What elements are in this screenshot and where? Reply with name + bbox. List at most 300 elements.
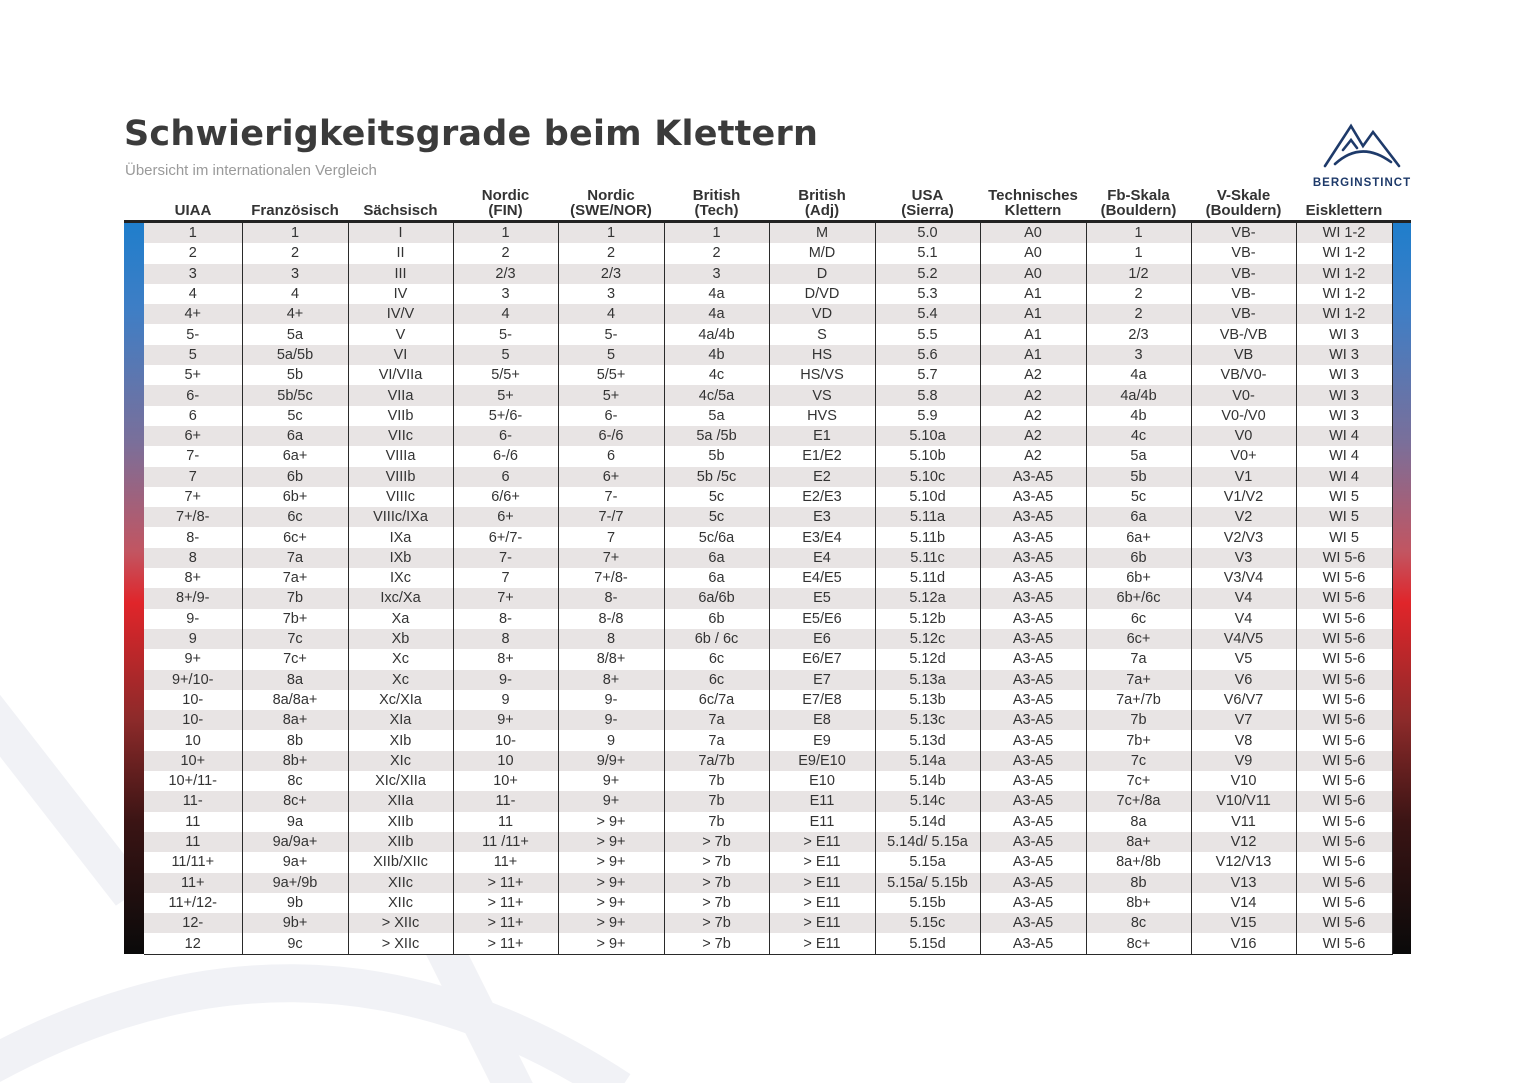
table-cell: WI 5-6 xyxy=(1296,629,1392,649)
table-cell: 10- xyxy=(453,730,558,750)
table-cell: > 7b xyxy=(664,873,769,893)
table-cell: VB-/VB xyxy=(1191,324,1296,344)
table-cell: 6a xyxy=(242,426,348,446)
table-cell: 7b+ xyxy=(1086,730,1191,750)
header-spacer xyxy=(1392,184,1411,222)
table-cell: 8a+ xyxy=(1086,832,1191,852)
table-cell: III xyxy=(348,264,453,284)
table-cell: V8 xyxy=(1191,730,1296,750)
table-cell: 5.12d xyxy=(875,649,980,669)
table-body xyxy=(124,222,1411,955)
table-cell: WI 3 xyxy=(1296,324,1392,344)
table-cell: 4a xyxy=(664,284,769,304)
table-cell: 8b xyxy=(242,730,348,750)
table-cell: 4a xyxy=(664,304,769,324)
table-cell: > 9+ xyxy=(558,913,664,933)
table-cell: A3-A5 xyxy=(980,812,1086,832)
table-cell: 6-/6 xyxy=(558,426,664,446)
table-cell: 5/5+ xyxy=(558,365,664,385)
table-cell: V0- xyxy=(1191,385,1296,405)
table-cell: A2 xyxy=(980,406,1086,426)
table-cell: V12/V13 xyxy=(1191,852,1296,872)
table-cell: 5+/6- xyxy=(453,406,558,426)
table-row xyxy=(124,832,1411,852)
table-cell: A3-A5 xyxy=(980,852,1086,872)
table-cell: A3-A5 xyxy=(980,933,1086,954)
table-cell: 4c/5a xyxy=(664,385,769,405)
table-cell: VS xyxy=(769,385,875,405)
table-cell: 6c/7a xyxy=(664,690,769,710)
table-cell: E7 xyxy=(769,670,875,690)
table-cell: V6 xyxy=(1191,670,1296,690)
table-row xyxy=(124,487,1411,507)
table-row xyxy=(124,243,1411,263)
table-cell: II xyxy=(348,243,453,263)
grades-table xyxy=(124,184,1411,955)
table-cell: M xyxy=(769,222,875,244)
table-cell: V3 xyxy=(1191,548,1296,568)
table-cell: 5- xyxy=(453,324,558,344)
table-cell: 8a xyxy=(242,670,348,690)
table-cell: 2 xyxy=(144,243,242,263)
table-cell: 2 xyxy=(664,243,769,263)
table-cell: XIIc xyxy=(348,893,453,913)
table-cell: 9a+/9b xyxy=(242,873,348,893)
table-cell: 5.11c xyxy=(875,548,980,568)
table-cell: 8- xyxy=(453,609,558,629)
table-cell: XIa xyxy=(348,710,453,730)
table-cell: WI 5-6 xyxy=(1296,730,1392,750)
table-cell: E2 xyxy=(769,467,875,487)
table-cell: > 9+ xyxy=(558,812,664,832)
table-cell: 5.2 xyxy=(875,264,980,284)
table-row xyxy=(124,933,1411,954)
table-cell: XIIb xyxy=(348,812,453,832)
table-row xyxy=(124,649,1411,669)
table-cell: > E11 xyxy=(769,893,875,913)
table-cell: IXa xyxy=(348,527,453,547)
table-cell: I xyxy=(348,222,453,244)
table-cell: 4b xyxy=(664,345,769,365)
table-cell: IXc xyxy=(348,568,453,588)
table-cell: 8c xyxy=(1086,913,1191,933)
table-row xyxy=(124,426,1411,446)
table-cell: E8 xyxy=(769,710,875,730)
table-cell: V15 xyxy=(1191,913,1296,933)
table-cell: 4a/4b xyxy=(664,324,769,344)
table-cell: A3-A5 xyxy=(980,507,1086,527)
table-cell: 7- xyxy=(558,487,664,507)
table-cell: 10 xyxy=(453,751,558,771)
table-cell: E5/E6 xyxy=(769,609,875,629)
table-cell: WI 5-6 xyxy=(1296,588,1392,608)
table-cell: 1 xyxy=(558,222,664,244)
table-cell: > 7b xyxy=(664,852,769,872)
table-cell: A2 xyxy=(980,385,1086,405)
table-cell: 11+ xyxy=(144,873,242,893)
table-cell: XIIb/XIIc xyxy=(348,852,453,872)
table-cell: 8+/9- xyxy=(144,588,242,608)
table-cell: 6b xyxy=(1086,548,1191,568)
table-cell: 4 xyxy=(144,284,242,304)
table-cell: VIIIa xyxy=(348,446,453,466)
table-cell: 10+ xyxy=(453,771,558,791)
column-header: British (Tech) xyxy=(664,184,769,222)
table-cell: 7+ xyxy=(558,548,664,568)
table-cell: 5.0 xyxy=(875,222,980,244)
table-cell: A3-A5 xyxy=(980,649,1086,669)
table-cell: 7- xyxy=(144,446,242,466)
table-cell: E9/E10 xyxy=(769,751,875,771)
table-cell: E2/E3 xyxy=(769,487,875,507)
table-cell: 7b xyxy=(664,812,769,832)
table-row xyxy=(124,588,1411,608)
table-cell: VB/V0- xyxy=(1191,365,1296,385)
table-row xyxy=(124,385,1411,405)
table-cell: 7+ xyxy=(453,588,558,608)
table-cell: 1 xyxy=(453,222,558,244)
table-cell: 5c xyxy=(1086,487,1191,507)
table-cell: 11 xyxy=(144,832,242,852)
table-cell: 4a xyxy=(1086,365,1191,385)
table-cell: 7c xyxy=(1086,751,1191,771)
brand-name: BERGINSTINCT xyxy=(1312,177,1412,189)
table-cell: 5a xyxy=(664,406,769,426)
table-cell: 8c+ xyxy=(242,791,348,811)
table-cell: A3-A5 xyxy=(980,710,1086,730)
table-cell: 5.13d xyxy=(875,730,980,750)
table-cell: 2 xyxy=(1086,284,1191,304)
table-cell: 11 xyxy=(144,812,242,832)
table-cell: 7b+ xyxy=(242,609,348,629)
table-cell: 6b+ xyxy=(242,487,348,507)
table-cell: 5c/6a xyxy=(664,527,769,547)
table-cell: 11/11+ xyxy=(144,852,242,872)
table-cell: VB- xyxy=(1191,243,1296,263)
table-cell: 7a xyxy=(664,710,769,730)
table-cell: A0 xyxy=(980,222,1086,244)
table-cell: 4+ xyxy=(144,304,242,324)
table-cell: 11 xyxy=(453,812,558,832)
table-cell: WI 5-6 xyxy=(1296,873,1392,893)
table-cell: 7 xyxy=(558,527,664,547)
table-cell: A2 xyxy=(980,446,1086,466)
table-row xyxy=(124,913,1411,933)
table-cell: > XIIc xyxy=(348,933,453,954)
table-cell: > 11+ xyxy=(453,873,558,893)
table-row xyxy=(124,812,1411,832)
table-cell: 6b xyxy=(664,609,769,629)
table-cell: M/D xyxy=(769,243,875,263)
table-cell: V12 xyxy=(1191,832,1296,852)
table-cell: 5 xyxy=(144,345,242,365)
table-cell: > 11+ xyxy=(453,933,558,954)
table-cell: A3-A5 xyxy=(980,629,1086,649)
table-cell: 4+ xyxy=(242,304,348,324)
table-row xyxy=(124,345,1411,365)
table-cell: 6a/6b xyxy=(664,588,769,608)
table-cell: > 7b xyxy=(664,832,769,852)
table-cell: VB- xyxy=(1191,284,1296,304)
table-cell: 7 xyxy=(144,467,242,487)
table-cell: 5+ xyxy=(144,365,242,385)
table-cell: 7+/8- xyxy=(144,507,242,527)
table-cell: 5b xyxy=(242,365,348,385)
table-cell: 11+/12- xyxy=(144,893,242,913)
table-cell: S xyxy=(769,324,875,344)
table-cell: XIIb xyxy=(348,832,453,852)
table-cell: 7b xyxy=(664,791,769,811)
table-cell: WI 1-2 xyxy=(1296,222,1392,244)
table-cell: 5.6 xyxy=(875,345,980,365)
table-row xyxy=(124,284,1411,304)
table-cell: WI 5-6 xyxy=(1296,771,1392,791)
table-cell: 2 xyxy=(453,243,558,263)
table-cell: 5b xyxy=(664,446,769,466)
table-cell: 5.11d xyxy=(875,568,980,588)
table-cell: WI 5-6 xyxy=(1296,832,1392,852)
table-cell: VIIIb xyxy=(348,467,453,487)
table-cell: 5 xyxy=(453,345,558,365)
table-cell: 5b xyxy=(1086,467,1191,487)
table-cell: A3-A5 xyxy=(980,771,1086,791)
table-cell: A3-A5 xyxy=(980,832,1086,852)
table-cell: 4c xyxy=(664,365,769,385)
table-cell: WI 3 xyxy=(1296,385,1392,405)
table-cell: 3 xyxy=(453,284,558,304)
table-cell: 8-/8 xyxy=(558,609,664,629)
table-cell: 2 xyxy=(1086,304,1191,324)
table-cell: A1 xyxy=(980,345,1086,365)
table-cell: V10/V11 xyxy=(1191,791,1296,811)
table-cell: XIc/XIIa xyxy=(348,771,453,791)
table-cell: 2 xyxy=(558,243,664,263)
table-cell: E6 xyxy=(769,629,875,649)
table-cell: A3-A5 xyxy=(980,527,1086,547)
table-cell: WI 5-6 xyxy=(1296,812,1392,832)
table-cell: > 9+ xyxy=(558,852,664,872)
table-row xyxy=(124,771,1411,791)
page-title: Schwierigkeitsgrade beim Klettern xyxy=(124,114,819,154)
table-cell: 7a+ xyxy=(242,568,348,588)
table-cell: 9- xyxy=(144,609,242,629)
table-cell: 9- xyxy=(453,670,558,690)
table-cell: 7b xyxy=(1086,710,1191,730)
table-cell: 5+ xyxy=(558,385,664,405)
table-cell: 5.5 xyxy=(875,324,980,344)
table-cell: 1 xyxy=(1086,243,1191,263)
table-cell: 5.15c xyxy=(875,913,980,933)
table-cell: 11+ xyxy=(453,852,558,872)
table-cell: 8c xyxy=(242,771,348,791)
table-cell: 6a xyxy=(1086,507,1191,527)
table-cell: A3-A5 xyxy=(980,670,1086,690)
table-cell: > 7b xyxy=(664,933,769,954)
table-cell: E5 xyxy=(769,588,875,608)
table-cell: 8a+/8b xyxy=(1086,852,1191,872)
table-cell: E4/E5 xyxy=(769,568,875,588)
table-cell: VB- xyxy=(1191,264,1296,284)
table-cell: 5c xyxy=(664,487,769,507)
table-cell: 9b xyxy=(242,893,348,913)
table-cell: 2/3 xyxy=(453,264,558,284)
table-cell: WI 5 xyxy=(1296,507,1392,527)
table-cell: V1/V2 xyxy=(1191,487,1296,507)
table-cell: 7b xyxy=(664,771,769,791)
table-cell: 5.10b xyxy=(875,446,980,466)
table-cell: 1 xyxy=(1086,222,1191,244)
table-cell: 11 /11+ xyxy=(453,832,558,852)
table-cell: V0 xyxy=(1191,426,1296,446)
table-cell: 1 xyxy=(664,222,769,244)
table-cell: 5.12a xyxy=(875,588,980,608)
table-cell: 4a/4b xyxy=(1086,385,1191,405)
table-cell: 7a+ xyxy=(1086,670,1191,690)
table-cell: 7+/8- xyxy=(558,568,664,588)
table-cell: 7-/7 xyxy=(558,507,664,527)
table-cell: WI 5-6 xyxy=(1296,670,1392,690)
table-cell: 9/9+ xyxy=(558,751,664,771)
table-cell: WI 5-6 xyxy=(1296,791,1392,811)
table-cell: A3-A5 xyxy=(980,730,1086,750)
table-row xyxy=(124,527,1411,547)
table-cell: 6a+ xyxy=(242,446,348,466)
table-cell: 6b xyxy=(242,467,348,487)
table-cell: 10 xyxy=(144,730,242,750)
brand-logo xyxy=(1310,122,1414,189)
table-cell: 9+ xyxy=(558,791,664,811)
table-cell: 9+/10- xyxy=(144,670,242,690)
table-cell: E10 xyxy=(769,771,875,791)
table-cell: 6 xyxy=(144,406,242,426)
table-cell: 9- xyxy=(558,710,664,730)
table-cell: Xa xyxy=(348,609,453,629)
column-header: USA (Sierra) xyxy=(875,184,980,222)
table-cell: WI 1-2 xyxy=(1296,284,1392,304)
column-header: UIAA xyxy=(144,184,242,222)
table-cell: 8a/8a+ xyxy=(242,690,348,710)
table-cell: 6c+ xyxy=(242,527,348,547)
table-cell: A3-A5 xyxy=(980,548,1086,568)
table-cell: 6-/6 xyxy=(453,446,558,466)
table-cell: VIIIc/IXa xyxy=(348,507,453,527)
table-cell: 8a+ xyxy=(242,710,348,730)
table-cell: 7c xyxy=(242,629,348,649)
table-cell: 5.13a xyxy=(875,670,980,690)
table-cell: 6+ xyxy=(144,426,242,446)
table-cell: WI 5-6 xyxy=(1296,751,1392,771)
table-cell: 5.14b xyxy=(875,771,980,791)
table-cell: HVS xyxy=(769,406,875,426)
table-cell: 9 xyxy=(144,629,242,649)
table-cell: > E11 xyxy=(769,873,875,893)
table-cell: WI 1-2 xyxy=(1296,304,1392,324)
table-cell: A2 xyxy=(980,426,1086,446)
column-header: Französisch xyxy=(242,184,348,222)
table-cell: 9+ xyxy=(558,771,664,791)
table-cell: 1/2 xyxy=(1086,264,1191,284)
table-row xyxy=(124,467,1411,487)
column-header: Technisches Klettern xyxy=(980,184,1086,222)
table-cell: 6 xyxy=(558,446,664,466)
table-cell: 6+/7- xyxy=(453,527,558,547)
table-cell: HS xyxy=(769,345,875,365)
column-header: Fb-Skala (Bouldern) xyxy=(1086,184,1191,222)
table-cell: VIIa xyxy=(348,385,453,405)
table-cell: 7a xyxy=(242,548,348,568)
table-cell: 5a/5b xyxy=(242,345,348,365)
table-cell: V16 xyxy=(1191,933,1296,954)
table-row xyxy=(124,730,1411,750)
table-cell: V0-/V0 xyxy=(1191,406,1296,426)
table-cell: A3-A5 xyxy=(980,467,1086,487)
table-row xyxy=(124,710,1411,730)
table-cell: WI 5-6 xyxy=(1296,893,1392,913)
table-cell: 6- xyxy=(453,426,558,446)
table-cell: 7c+/8a xyxy=(1086,791,1191,811)
table-cell: 11- xyxy=(144,791,242,811)
table-cell: WI 3 xyxy=(1296,365,1392,385)
table-cell: Xc xyxy=(348,649,453,669)
table-cell: 8 xyxy=(558,629,664,649)
table-cell: V7 xyxy=(1191,710,1296,730)
table-cell: A3-A5 xyxy=(980,609,1086,629)
table-cell: 5.10a xyxy=(875,426,980,446)
table-cell: VIIc xyxy=(348,426,453,446)
table-cell: VB- xyxy=(1191,304,1296,324)
table-cell: 12 xyxy=(144,933,242,954)
table-cell: 7- xyxy=(453,548,558,568)
table-row xyxy=(124,791,1411,811)
table-cell: XIIc xyxy=(348,873,453,893)
table-cell: WI 5-6 xyxy=(1296,649,1392,669)
table-cell: E9 xyxy=(769,730,875,750)
table-cell: WI 5-6 xyxy=(1296,933,1392,954)
table-cell: 5 xyxy=(558,345,664,365)
table-cell: 4 xyxy=(242,284,348,304)
table-cell: WI 5-6 xyxy=(1296,609,1392,629)
table-cell: 12- xyxy=(144,913,242,933)
table-cell: 5.3 xyxy=(875,284,980,304)
header-spacer xyxy=(124,184,144,222)
table-cell: 5/5+ xyxy=(453,365,558,385)
table-cell: 8c+ xyxy=(1086,933,1191,954)
table-cell: 8a xyxy=(1086,812,1191,832)
table-cell: 5.11b xyxy=(875,527,980,547)
table-cell: A3-A5 xyxy=(980,588,1086,608)
table-cell: 8b+ xyxy=(1086,893,1191,913)
table-cell: 8 xyxy=(144,548,242,568)
table-cell: V0+ xyxy=(1191,446,1296,466)
table-cell: IV/V xyxy=(348,304,453,324)
table-cell: WI 3 xyxy=(1296,345,1392,365)
table-cell: 8/8+ xyxy=(558,649,664,669)
table-cell: E1/E2 xyxy=(769,446,875,466)
table-cell: VIIIc xyxy=(348,487,453,507)
table-cell: A3-A5 xyxy=(980,751,1086,771)
table-cell: 5.15a xyxy=(875,852,980,872)
table-cell: WI 4 xyxy=(1296,467,1392,487)
table-cell: 5.13c xyxy=(875,710,980,730)
table-cell: 6c xyxy=(242,507,348,527)
table-cell: V11 xyxy=(1191,812,1296,832)
table-row xyxy=(124,873,1411,893)
table-cell: 9b+ xyxy=(242,913,348,933)
table-row xyxy=(124,406,1411,426)
table-cell: 5.10d xyxy=(875,487,980,507)
table-cell: 10+ xyxy=(144,751,242,771)
table-row xyxy=(124,365,1411,385)
